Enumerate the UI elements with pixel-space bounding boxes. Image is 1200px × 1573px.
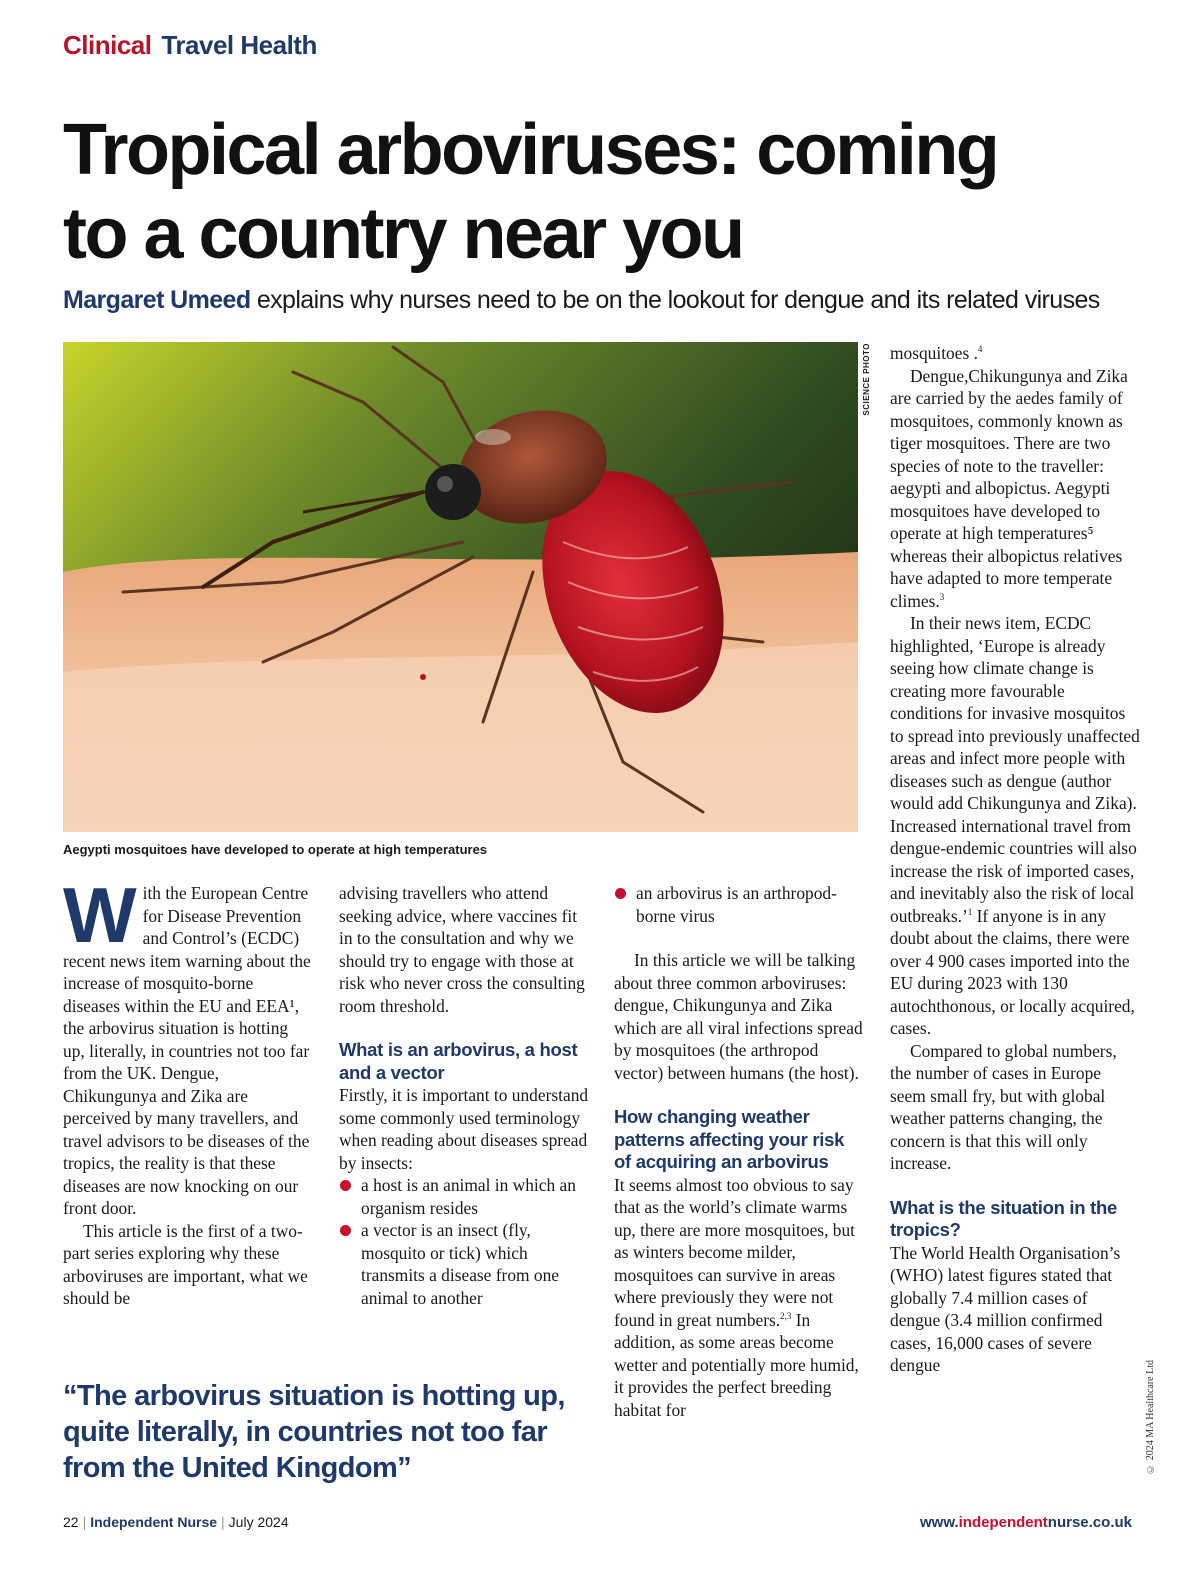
subsection-label: Travel Health xyxy=(161,30,317,60)
standfirst-text: explains why nurses need to be on the lookout for dengue and its related viruses xyxy=(250,286,1100,314)
page-number: 22 xyxy=(63,1514,79,1530)
mosquito-photo xyxy=(63,342,858,832)
reference: 4 xyxy=(977,344,983,355)
paragraph: In this article we will be talking about three common arboviruses: dengue, Chikungunya and Zika which are all viral infections spread by mosquitoes (the arthropod vector) between humans (the host). xyxy=(614,950,863,1083)
pull-quote: “The arbovirus situation is hotting up, quite literally, in countries not too far from the United Kingdom” xyxy=(63,1380,565,1484)
publication-name-1: Independent xyxy=(90,1514,174,1530)
article-column-2 xyxy=(339,882,589,1309)
footer-url[interactable] xyxy=(920,1514,1132,1531)
footer-left xyxy=(63,1514,289,1530)
copyright-notice: © 2024 MA Healthcare Ltd xyxy=(1145,1360,1156,1474)
url-part: independent xyxy=(958,1514,1048,1531)
paragraph-text: In their news item, ECDC highlighted, ‘Europe is already seeing how climate change is creating more favourable conditions for invasive mosquitos to spread into previously unaffected areas and infect more people with diseases such as dengue (author would add Chikungunya and Zika). Increased international travel from dengue-endemic countries will also increase the risk of imported cases, and inevitably also the risk of local outbreaks.’ xyxy=(890,613,1140,926)
section-header xyxy=(63,30,317,61)
paragraph xyxy=(890,342,1140,365)
reference: 1 xyxy=(967,906,973,917)
paragraph xyxy=(614,1174,864,1422)
article-column-4 xyxy=(890,342,1140,1377)
standfirst xyxy=(63,286,1163,315)
author-name: Margaret Umeed xyxy=(63,286,251,314)
subheading: How changing weather patterns affecting your risk of acquiring an arbovirus xyxy=(614,1106,845,1172)
divider: | xyxy=(221,1514,225,1530)
paragraph: Firstly, it is important to understand some commonly used terminology when reading about diseases spread by insects: xyxy=(339,1085,589,1173)
paragraph-text: mosquitoes . xyxy=(890,343,978,363)
bullet-text: a host is an animal in which an organism resides xyxy=(361,1175,576,1218)
reference: 2,3 xyxy=(780,1310,792,1321)
paragraph-text: It seems almost too obvious to say that as the world’s climate warms up, there are more mosquitoes, but as winters become milder, mosquitoes can survive in areas where previously they were not found in great numbers. xyxy=(614,1174,855,1330)
headline xyxy=(63,108,1063,276)
bullet-dot xyxy=(340,1225,351,1236)
bullet-item xyxy=(339,1219,589,1309)
divider: | xyxy=(82,1514,87,1530)
section-label: Clinical xyxy=(63,30,152,60)
bullet-text: a vector is an insect (fly, mosquito or tick) which transmits a disease from one animal to another xyxy=(361,1220,560,1308)
publication-name-2: Nurse xyxy=(177,1514,218,1530)
paragraph-text: Dengue,Chikungunya and Zika are carried by the aedes family of mosquitoes, commonly known as tiger mosquitoes. There are two species of note to the traveller: aegypti and albopictus. Aegypti mosquitoes have developed to operate at high temperatures⁵ whereas their albopictus relatives have adapted to more temperate climes. xyxy=(890,365,1128,611)
bullet-dot xyxy=(340,1180,351,1191)
paragraph xyxy=(890,365,1140,613)
paragraph-text: In addition, as some areas become wetter and potentially more humid, it provides the perfect breeding habitat for xyxy=(614,1309,859,1420)
paragraph: The World Health Organisation’s (WHO) latest figures stated that globally 7.4 million cases of dengue (3.4 million confirmed cases, 16,000 cases of severe dengue xyxy=(890,1242,1121,1375)
drop-cap: W xyxy=(63,871,137,959)
paragraph-text: If anyone is in any doubt about the claims, there were over 4 900 cases imported into the EU during 2023 with 130 autochthonous, or locally acquired, cases. xyxy=(890,905,1135,1038)
paragraph xyxy=(63,871,313,1220)
subheading: What is the situation in the tropics? xyxy=(890,1196,1117,1240)
subheading: What is an arbovirus, a host and a vector xyxy=(339,1039,578,1083)
paragraph-text: ith the European Centre for Disease Prevention and Control’s (ECDC) recent news item warning about the increase of mosquito-borne diseases within the EU and EEA¹, the arbovirus situation is hotting up, literally, in countries not too far from the UK. Dengue, Chikungunya and Zika are perceived by many travellers, and travel advisors to be diseases of the tropics, the reality is that these diseases are now knocking on our front door. xyxy=(63,883,311,1218)
url-part: nurse.co.uk xyxy=(1047,1514,1132,1531)
image-caption: Aegypti mosquitoes have developed to operate at high temperatures xyxy=(63,842,488,857)
paragraph: Compared to global numbers, the number of cases in Europe seem small fry, but with global weather patterns changing, the concern is that this will only increase. xyxy=(890,1040,1117,1173)
bullet-item xyxy=(339,1174,589,1219)
bullet-dot xyxy=(615,888,626,899)
paragraph: This article is the first of a two-part series exploring why these arboviruses are important, what we should be xyxy=(63,1220,308,1308)
photo-credit: SCIENCE PHOTO xyxy=(862,343,871,416)
article-column-3 xyxy=(614,882,864,1421)
headline-line-1: Tropical arboviruses: coming xyxy=(63,110,998,190)
bullet-item xyxy=(614,882,864,927)
url-part: www. xyxy=(920,1514,959,1531)
headline-line-2: to a country near you xyxy=(63,194,743,274)
reference: 3 xyxy=(939,591,945,602)
bullet-text: an arbovirus is an arthropod-borne virus xyxy=(636,883,837,926)
issue-date: July 2024 xyxy=(228,1514,289,1530)
mosquito-illustration xyxy=(63,342,858,832)
paragraph: advising travellers who attend seeking advice, where vaccines fit in to the consultation and why we should try to engage with those at risk who never cross the consulting room threshold. xyxy=(339,883,585,1016)
paragraph xyxy=(890,612,1140,1040)
article-column-1 xyxy=(63,871,313,1310)
